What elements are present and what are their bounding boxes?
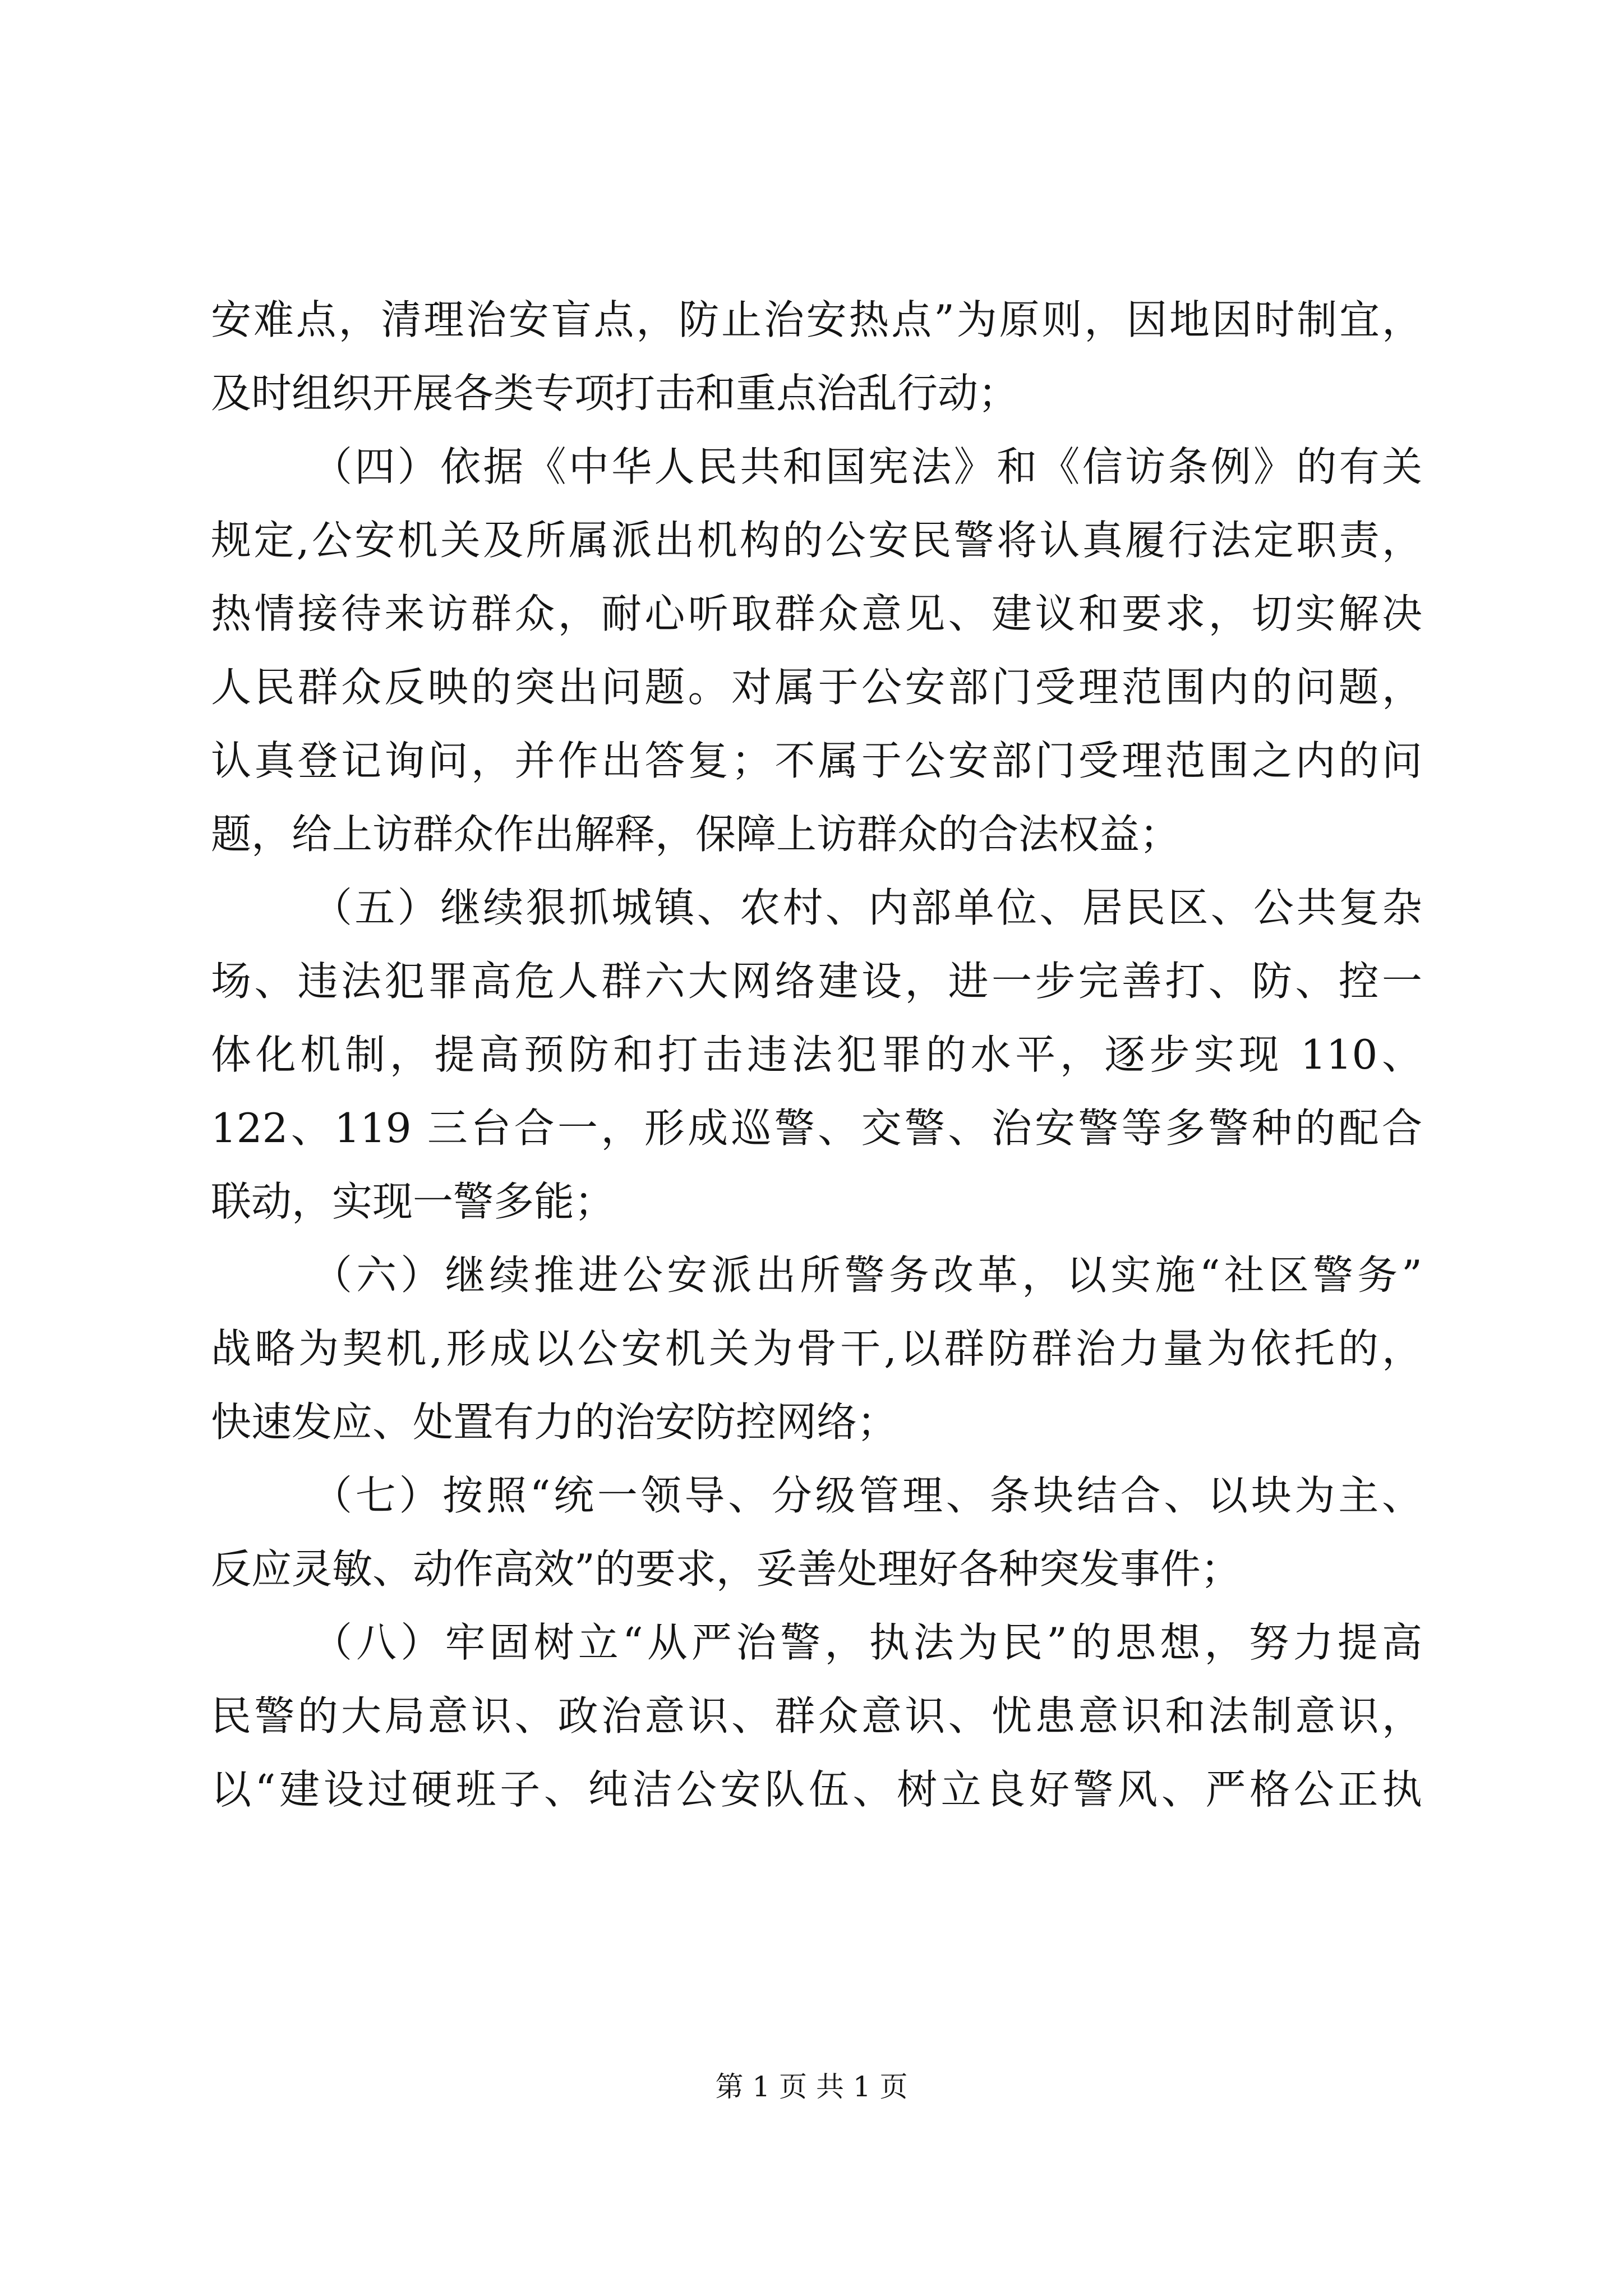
text-line: 场、违法犯罪高危人群六大网络建设，进一步完善打、防、控一 bbox=[211, 958, 1422, 1005]
paragraph-item-5 bbox=[211, 871, 1422, 1239]
paragraph-item-8 bbox=[211, 1606, 1422, 1826]
text-line: 人民群众反映的突出问题。对属于公安部门受理范围内的问题， bbox=[211, 664, 1422, 711]
text-line: 认真登记询问，并作出答复；不属于公安部门受理范围之内的问 bbox=[211, 737, 1422, 784]
text-line: 民警的大局意识、政治意识、群众意识、忧患意识和法制意识， bbox=[211, 1692, 1422, 1740]
text-line: 反应灵敏、动作高效”的要求，妥善处理好各种突发事件； bbox=[211, 1545, 1241, 1593]
text-line: 及时组织开展各类专项打击和重点治乱行动； bbox=[211, 370, 1019, 417]
text-line: 122、119 三台合一，形成巡警、交警、治安警等多警种的配合 bbox=[211, 1105, 1422, 1152]
document-body bbox=[211, 283, 1422, 1826]
text-line: 题，给上访群众作出解释，保障上访群众的合法权益； bbox=[211, 811, 1181, 858]
text-line: 以“建设过硬班子、纯洁公安队伍、树立良好警风、严格公正执 bbox=[211, 1766, 1422, 1813]
paragraph-1-continuation bbox=[211, 283, 1422, 430]
page-footer bbox=[0, 2067, 1623, 2106]
text-line: （五）继续狠抓城镇、农村、内部单位、居民区、公共复杂 bbox=[312, 884, 1422, 931]
text-line: 规定,公安机关及所属派出机构的公安民警将认真履行法定职责， bbox=[211, 517, 1422, 564]
text-line: 联动，实现一警多能； bbox=[211, 1178, 615, 1225]
text-line: （四）依据《中华人民共和国宪法》和《信访条例》的有关 bbox=[312, 443, 1422, 490]
text-line: 战略为契机,形成以公安机关为骨干,以群防群治力量为依托的， bbox=[211, 1325, 1422, 1372]
page-number-label: 第 1 页 共 1 页 bbox=[715, 2070, 908, 2103]
paragraph-item-7 bbox=[211, 1459, 1422, 1606]
text-line: 快速发应、处置有力的治安防控网络； bbox=[211, 1398, 898, 1446]
text-line: （七）按照“统一领导、分级管理、条块结合、以块为主、 bbox=[312, 1472, 1422, 1519]
text-line: 热情接待来访群众，耐心听取群众意见、建议和要求，切实解决 bbox=[211, 590, 1422, 637]
text-line: （六）继续推进公安派出所警务改革，以实施“社区警务” bbox=[312, 1251, 1422, 1299]
text-line: 体化机制，提高预防和打击违法犯罪的水平，逐步实现 110、 bbox=[211, 1031, 1422, 1078]
text-line: （八）牢固树立“从严治警，执法为民”的思想，努力提高 bbox=[312, 1619, 1422, 1666]
paragraph-item-4 bbox=[211, 430, 1422, 871]
paragraph-item-6 bbox=[211, 1239, 1422, 1459]
text-line: 安难点，清理治安盲点，防止治安热点”为原则，因地因时制宜， bbox=[211, 296, 1422, 343]
